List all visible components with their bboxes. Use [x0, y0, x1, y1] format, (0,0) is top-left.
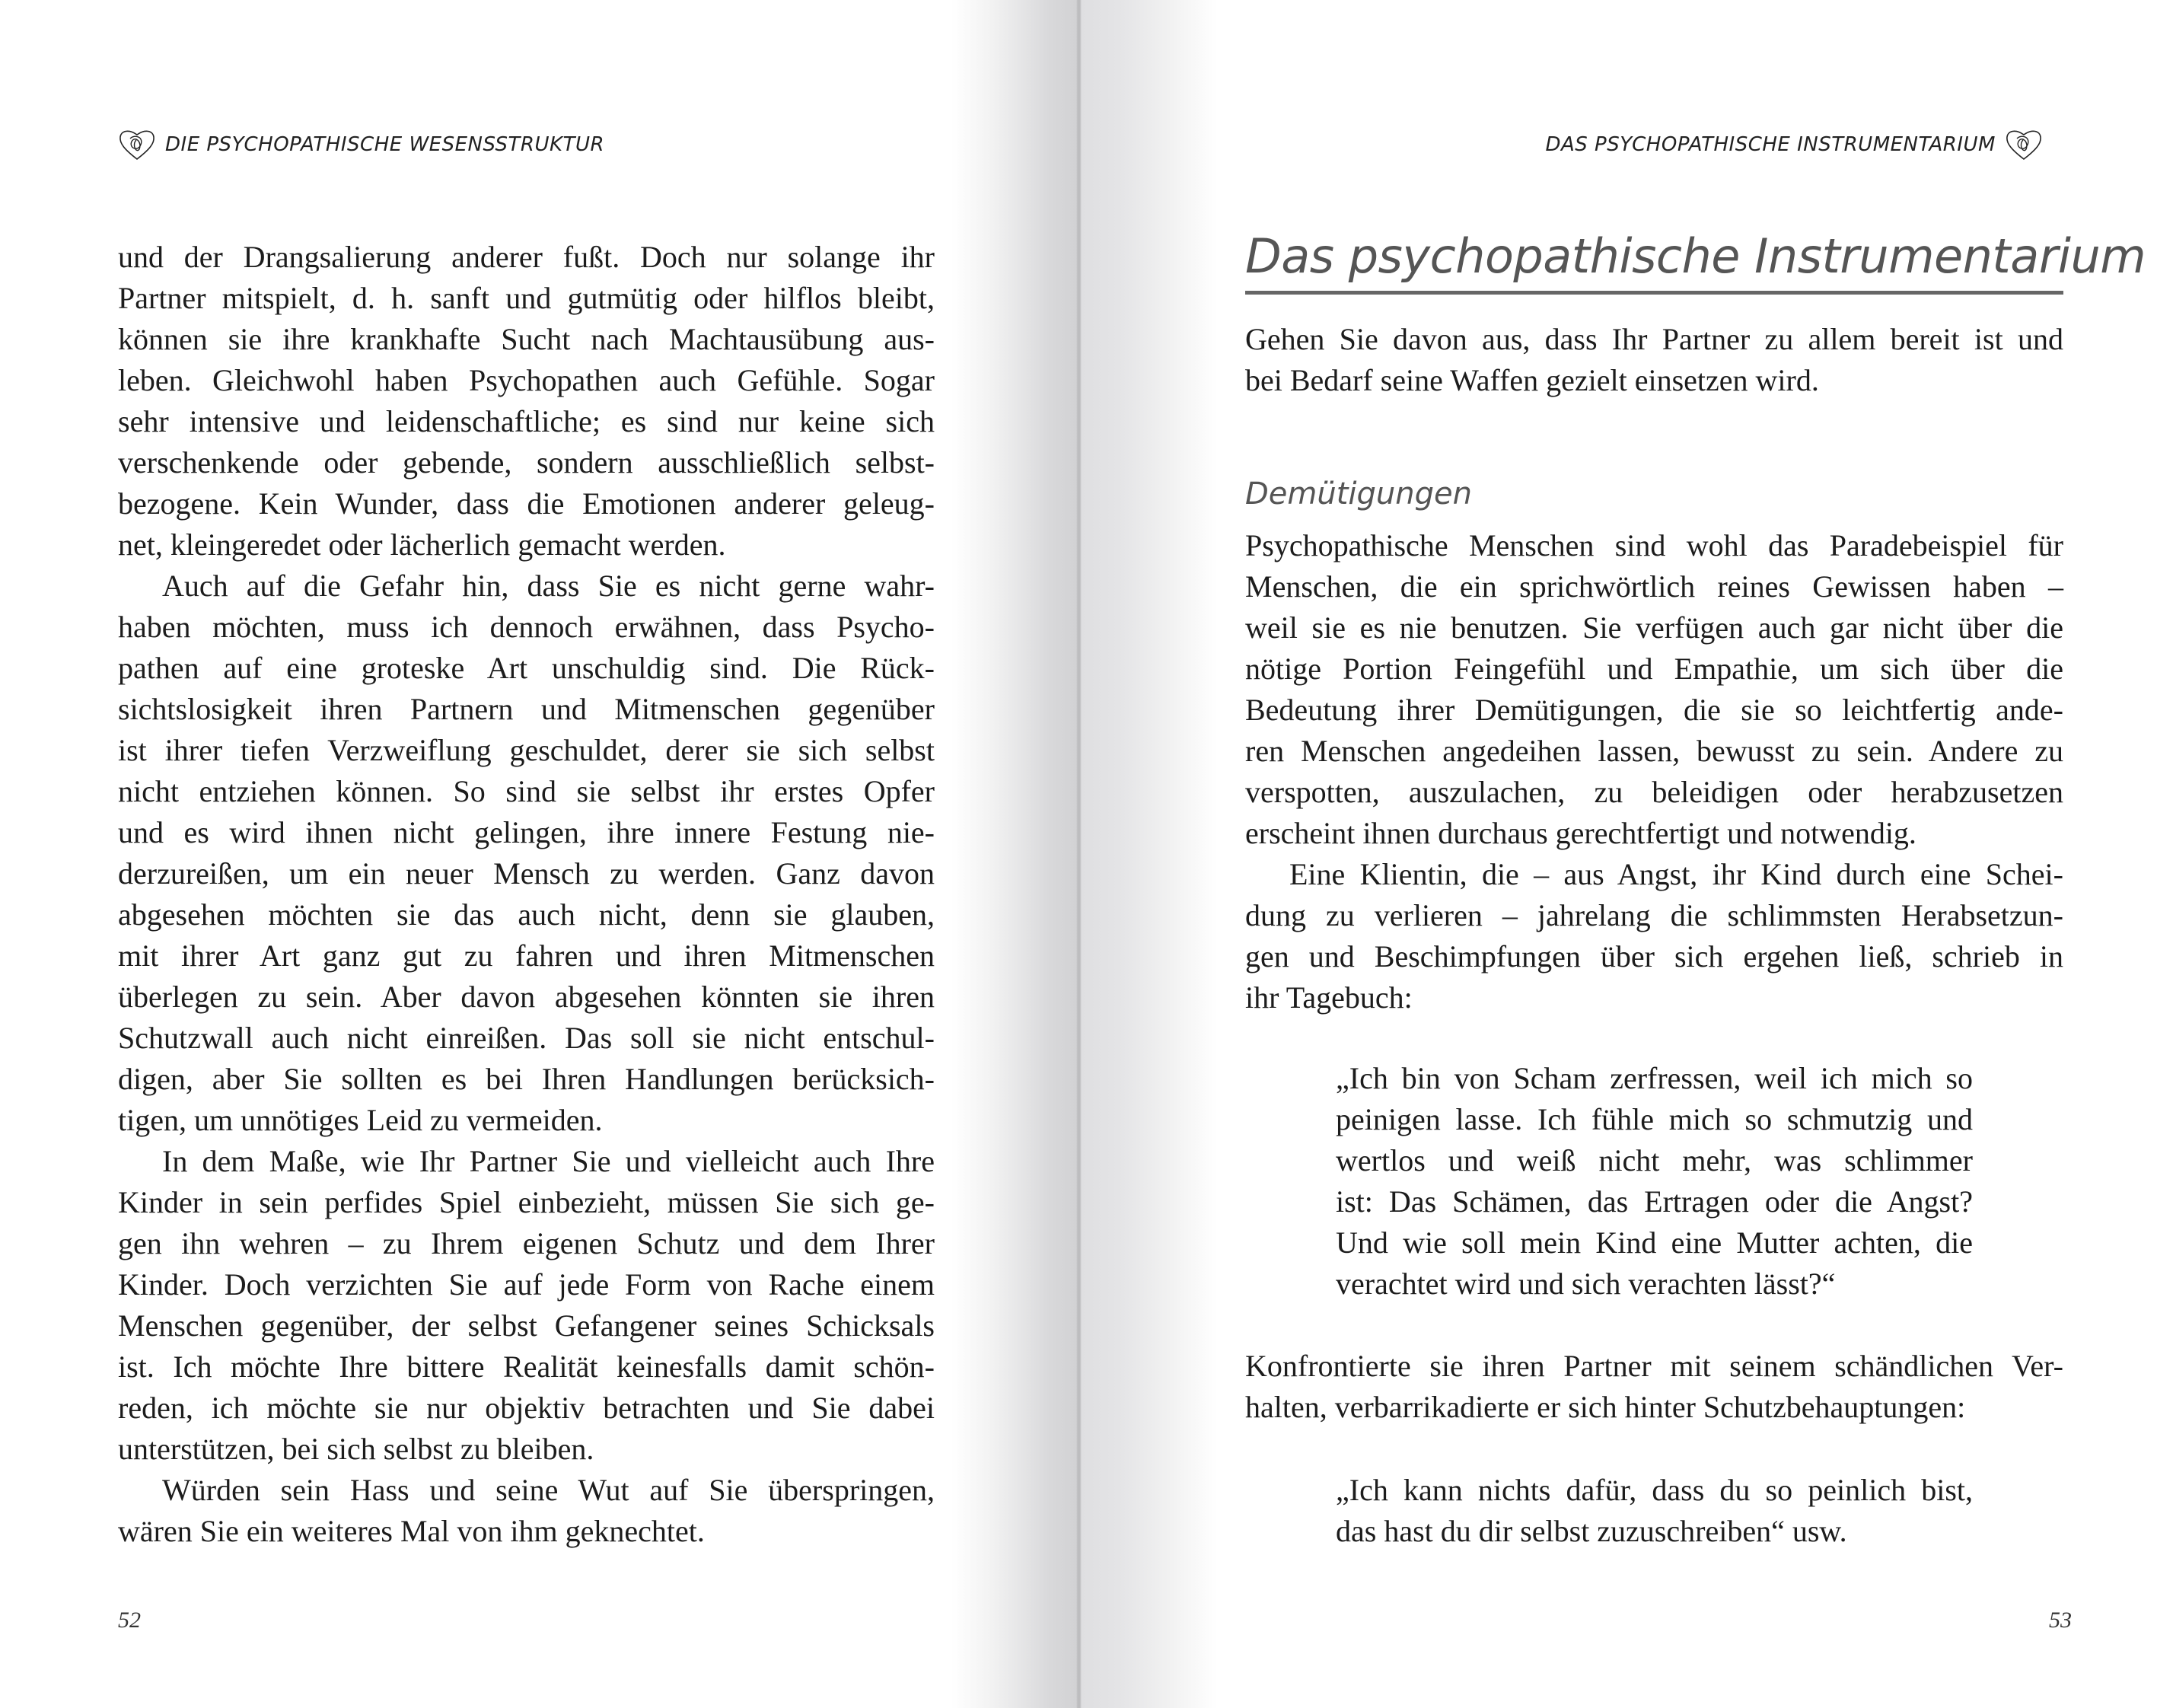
text-line: verachtet wird und sich verachten lässt?“	[1336, 1267, 1836, 1301]
text-line: halten, verbarrikadierte er sich hinter Schutzbehauptungen:	[1245, 1390, 1966, 1424]
text-line: Menschen, die ein sprichwörtlich reines Gewissen haben –	[1245, 569, 2063, 604]
text-line: digen, aber Sie sollten es bei Ihren Handlungen berücksich-	[118, 1062, 935, 1096]
section-title: Demütigungen	[1245, 476, 1472, 511]
text-line: haben möchten, muss ich dennoch erwähnen, dass Psycho-	[118, 610, 935, 644]
text-line: „Ich kann nichts dafür, dass du so peinlich bist,	[1336, 1473, 1973, 1507]
heart-scribble-icon	[118, 128, 156, 161]
text-line: pathen auf eine groteske Art unschuldig sind. Die Rück-	[118, 651, 935, 685]
left-header-text: DIE PSYCHOPATHISCHE WESENSSTRUKTUR	[165, 133, 605, 156]
chapter-title: Das psychopathische Instrumentarium	[1245, 228, 2146, 284]
text-line: Eine Klientin, die – aus Angst, ihr Kind durch eine Schei-	[1289, 857, 2063, 891]
text-line: und es wird ihnen nicht gelingen, ihre innere Festung nie-	[118, 815, 935, 849]
text-line: gen und Beschimpfungen über sich ergehen ließ, schrieb in	[1245, 939, 2063, 973]
text-line: können sie ihre krankhafte Sucht nach Machtausübung aus-	[118, 322, 935, 356]
text-line: net, kleingeredet oder lächerlich gemacht werden.	[118, 527, 726, 562]
text-line: sehr intensive und leidenschaftliche; es sind nur keine sich	[118, 404, 935, 438]
text-line: bei Bedarf seine Waffen gezielt einsetzen wird.	[1245, 363, 1819, 397]
text-line: Kinder in sein perfides Spiel einbezieht, müssen Sie sich ge-	[118, 1185, 935, 1219]
text-line: Partner mitspielt, d. h. sanft und gutmütig oder hilflos bleibt,	[118, 281, 935, 315]
text-line: „Ich bin von Scham zerfressen, weil ich mich so	[1336, 1061, 1973, 1095]
text-line: erscheint ihnen durchaus gerechtfertigt und notwendig.	[1245, 816, 1916, 850]
text-line: Konfrontierte sie ihren Partner mit seinem schändlichen Ver-	[1245, 1349, 2063, 1383]
heart-scribble-icon	[2005, 128, 2043, 161]
text-line: bezogene. Kein Wunder, dass die Emotionen anderer geleug-	[118, 486, 935, 521]
text-line: Kinder. Doch verzichten Sie auf jede Form von Rache einem	[118, 1267, 935, 1302]
text-line: Und wie soll mein Kind eine Mutter achten, die	[1336, 1225, 1973, 1260]
text-line: Psychopathische Menschen sind wohl das Paradebeispiel für	[1245, 528, 2063, 562]
after-quote-text	[1245, 1346, 2063, 1428]
text-line: tigen, um unnötiges Leid zu vermeiden.	[118, 1103, 603, 1137]
text-line: gen ihn wehren – zu Ihrem eigenen Schutz und dem Ihrer	[118, 1226, 935, 1260]
title-rule	[1245, 291, 2063, 295]
left-body-text	[118, 237, 935, 1552]
section-body-text	[1245, 525, 2063, 1018]
right-header-text: DAS PSYCHOPATHISCHE INSTRUMENTARIUM	[1545, 133, 1996, 156]
text-line: derzureißen, um ein neuer Mensch zu werden. Ganz davon	[118, 856, 935, 891]
left-running-header	[118, 129, 604, 160]
text-line: Auch auf die Gefahr hin, dass Sie es nicht gerne wahr-	[162, 569, 935, 603]
text-line: abgesehen möchten sie das auch nicht, denn sie glauben,	[118, 897, 935, 932]
page-number-left: 52	[118, 1608, 141, 1633]
text-line: wertlos und weiß nicht mehr, was schlimmer	[1336, 1143, 1973, 1177]
text-line: dung zu verlieren – jahrelang die schlimmsten Herabsetzun-	[1245, 898, 2063, 932]
text-line: leben. Gleichwohl haben Psychopathen auch Gefühle. Sogar	[118, 363, 935, 397]
text-line: peinigen lasse. Ich fühle mich so schmutzig und	[1336, 1102, 1973, 1136]
text-line: ist ihrer tiefen Verzweiflung geschuldet, derer sie sich selbst	[118, 733, 935, 767]
text-line: unterstützen, bei sich selbst zu bleiben.	[118, 1432, 594, 1466]
right-running-header	[1545, 129, 2043, 160]
text-line: mit ihrer Art ganz gut zu fahren und ihren Mitmenschen	[118, 938, 935, 973]
text-line: ist. Ich möchte Ihre bittere Realität keinesfalls damit schön-	[118, 1350, 935, 1384]
text-line: das hast du dir selbst zuzuschreiben“ usw.	[1336, 1514, 1847, 1548]
text-line: Würden sein Hass und seine Wut auf Sie überspringen,	[162, 1473, 935, 1507]
text-line: Gehen Sie davon aus, dass Ihr Partner zu allem bereit ist und	[1245, 322, 2063, 356]
text-line: und der Drangsalierung anderer fußt. Doch nur solange ihr	[118, 240, 935, 274]
text-line: Schutzwall auch nicht einreißen. Das soll sie nicht entschul-	[118, 1021, 935, 1055]
text-line: nicht entziehen können. So sind sie selbst ihr erstes Opfer	[118, 774, 935, 808]
text-line: Menschen gegenüber, der selbst Gefangener seines Schicksals	[118, 1308, 935, 1343]
text-line: nötige Portion Feingefühl und Empathie, um sich über die	[1245, 652, 2063, 686]
text-line: wären Sie ein weiteres Mal von ihm geknechtet.	[118, 1514, 705, 1548]
text-line: sichtslosigkeit ihren Partnern und Mitmenschen gegenüber	[118, 692, 935, 726]
text-line: Bedeutung ihrer Demütigungen, die sie so leichtfertig ande-	[1245, 693, 2063, 727]
text-line: verspotten, auszulachen, zu beleidigen oder herabzusetzen	[1245, 775, 2063, 809]
text-line: ist: Das Schämen, das Ertragen oder die Angst?	[1336, 1184, 1973, 1219]
text-line: überlegen zu sein. Aber davon abgesehen könnten sie ihren	[118, 980, 935, 1014]
text-line: weil sie es nie benutzen. Sie verfügen auch gar nicht über die	[1245, 610, 2063, 645]
intro-text	[1245, 319, 2063, 401]
block-quote-2	[1336, 1470, 1973, 1552]
page-number-right: 53	[2049, 1608, 2072, 1633]
block-quote-1	[1336, 1058, 1973, 1305]
text-line: ihr Tagebuch:	[1245, 980, 1413, 1015]
text-line: reden, ich möchte sie nur objektiv betrachten und Sie dabei	[118, 1391, 935, 1425]
text-line: ren Menschen angedeihen lassen, bewusst zu sein. Andere zu	[1245, 734, 2063, 768]
text-line: verschenkende oder gebende, sondern ausschließlich selbst-	[118, 445, 935, 480]
text-line: In dem Maße, wie Ihr Partner Sie und vielleicht auch Ihre	[162, 1144, 935, 1178]
